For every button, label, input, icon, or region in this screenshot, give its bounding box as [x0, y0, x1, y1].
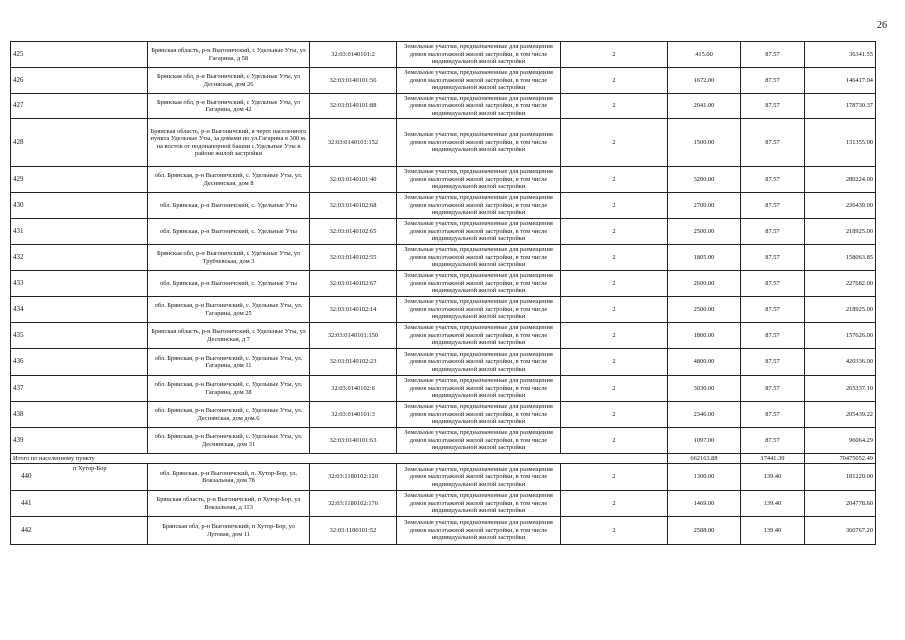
row-area: 415.00 — [668, 42, 741, 68]
row-cadastral-number: 32:03:0140101:40 — [310, 167, 397, 193]
row-number: 437 — [11, 376, 148, 402]
row-address: обл. Брянская, р-н Выгоничский, с. Удельные Уты, ул. Гагарина, дом 38 — [148, 376, 310, 402]
row-land-use: Земельные участки, предназначенные для размещения домов малоэтажной жилой застройки, в том числе индивидуальной жилой застройки — [397, 167, 561, 193]
row-group: 2 — [561, 428, 668, 454]
row-address: Брянская обл, р-н Выгоничский, с Удельные Уты, ул Гагарина, дом 42 — [148, 94, 310, 119]
row-cadastral-number: 32:03:0140101:3 — [310, 402, 397, 428]
row-number: 426 — [11, 68, 148, 94]
row-cadastral-number: 32:03:0140102:65 — [310, 219, 397, 245]
row-cadastral-number: 32:03:1180102:176 — [310, 491, 397, 517]
total-area: 662163.88 — [668, 454, 741, 464]
row-area: 2500.00 — [668, 297, 741, 323]
row-rate: 87.57 — [741, 94, 805, 119]
row-area: 1097.00 — [668, 428, 741, 454]
table-row — [11, 428, 876, 454]
row-address: обл. Брянская, р-н Выгоничский, п. Хутор-Бор, ул. Вокзальная, дом 78 — [148, 464, 310, 491]
row-land-use: Земельные участки, предназначенные для размещения домов малоэтажной жилой застройки, в том числе индивидуальной жилой застройки — [397, 193, 561, 219]
row-number: 425 — [11, 42, 148, 68]
row-cadastral-number: 32:03:0140101:88 — [310, 94, 397, 119]
row-rate: 87.57 — [741, 323, 805, 349]
row-land-use: Земельные участки, предназначенные для размещения домов малоэтажной жилой застройки, в том числе индивидуальной жилой застройки — [397, 376, 561, 402]
row-area: 2700.00 — [668, 193, 741, 219]
row-address: обл. Брянская, р-н Выгоничский, с. Удельные Уты, ул. Деснянская, дом 8 — [148, 167, 310, 193]
row-land-use: Земельные участки, предназначенные для размещения домов малоэтажной жилой застройки, в том числе индивидуальной жилой застройки — [397, 245, 561, 271]
row-cadastral-number: 32:03:0140101:56 — [310, 68, 397, 94]
row-group: 2 — [561, 245, 668, 271]
row-land-use: Земельные участки, предназначенные для размещения домов малоэтажной жилой застройки, в том числе индивидуальной жилой застройки — [397, 271, 561, 297]
row-cadastral-number: 32:03:0140102:23 — [310, 349, 397, 376]
table-row — [11, 271, 876, 297]
row-area: 1500.00 — [668, 119, 741, 167]
row-group: 2 — [561, 119, 668, 167]
row-area: 1469.00 — [668, 491, 741, 517]
row-group: 2 — [561, 297, 668, 323]
row-number: 441 — [11, 491, 148, 517]
row-group: 2 — [561, 68, 668, 94]
table-row — [11, 517, 876, 545]
row-rate: 87.57 — [741, 119, 805, 167]
table-row — [11, 464, 876, 491]
land-parcel-table — [10, 41, 876, 545]
row-value: 178730.37 — [805, 94, 876, 119]
table-row — [11, 219, 876, 245]
row-rate: 139.40 — [741, 464, 805, 491]
row-land-use: Земельные участки, предназначенные для размещения домов малоэтажной жилой застройки, в том числе индивидуальной жилой застройки — [397, 94, 561, 119]
table-row — [11, 94, 876, 119]
row-area: 1300.00 — [668, 464, 741, 491]
table-row — [11, 402, 876, 428]
row-land-use: Земельные участки, предназначенные для размещения домов малоэтажной жилой застройки, в том числе индивидуальной жилой застройки — [397, 68, 561, 94]
row-address: Брянская обл, р-н Выгоничский, п Хутор-Бор, ул Луговая, дом 11 — [148, 517, 310, 545]
row-land-use: Земельные участки, предназначенные для размещения домов малоэтажной жилой застройки, в том числе индивидуальной жилой застройки — [397, 119, 561, 167]
row-number: 434 — [11, 297, 148, 323]
row-area: 1672.00 — [668, 68, 741, 94]
row-cadastral-number: 32:03:0140101:2 — [310, 42, 397, 68]
row-cadastral-number: 32:03:0140101:152 — [310, 119, 397, 167]
row-address: обл. Брянская, р-н Выгоничский, с. Удельные Уты, ул. Деснянская, дом 31 — [148, 428, 310, 454]
row-rate: 87.57 — [741, 428, 805, 454]
row-cadastral-number: 32:03:0140102:6 — [310, 376, 397, 402]
row-number: 433 — [11, 271, 148, 297]
row-rate: 87.57 — [741, 193, 805, 219]
row-group: 2 — [561, 193, 668, 219]
row-value: 131355.00 — [805, 119, 876, 167]
row-group: 2 — [561, 402, 668, 428]
row-address: Брянская область, р-н Выгоничский, с Удельные Уты, ул Гагарина, д 58 — [148, 42, 310, 68]
row-land-use: Земельные участки, предназначенные для размещения домов малоэтажной жилой застройки, в том числе индивидуальной жилой застройки — [397, 402, 561, 428]
row-cadastral-number: 32:03:0140102:68 — [310, 193, 397, 219]
row-rate: 87.57 — [741, 376, 805, 402]
row-land-use: Земельные участки, предназначенные для размещения домов малоэтажной жилой застройки, в том числе индивидуальной жилой застройки — [397, 42, 561, 68]
row-group: 2 — [561, 349, 668, 376]
row-cadastral-number: 32:03:0140101:150 — [310, 323, 397, 349]
settlement-label: п Хутор-Бор — [73, 465, 107, 472]
row-address: Брянская область, р-н Выгоничский, с Удельные Уты, ул Деснянская, д 7 — [148, 323, 310, 349]
row-land-use: Земельные участки, предназначенные для размещения домов малоэтажной жилой застройки, в том числе индивидуальной жилой застройки — [397, 349, 561, 376]
table-row — [11, 245, 876, 271]
row-group: 2 — [561, 491, 668, 517]
row-land-use: Земельные участки, предназначенные для размещения домов малоэтажной жилой застройки, в том числе индивидуальной жилой застройки — [397, 428, 561, 454]
row-value: 205439.22 — [805, 402, 876, 428]
row-number-cell — [11, 464, 148, 491]
row-number: 430 — [11, 193, 148, 219]
table-row — [11, 349, 876, 376]
row-area: 2500.00 — [668, 219, 741, 245]
row-address: обл. Брянская, р-н Выгоничский, с. Удельные Уты, ул. Гагарина, дом 11 — [148, 349, 310, 376]
page-number: 26 — [877, 20, 887, 31]
row-cadastral-number: 32:03:0140102:67 — [310, 271, 397, 297]
row-area: 1805.00 — [668, 245, 741, 271]
row-rate: 87.57 — [741, 167, 805, 193]
row-rate: 87.57 — [741, 297, 805, 323]
row-number: 435 — [11, 323, 148, 349]
row-value: 204778.60 — [805, 491, 876, 517]
row-cadastral-number: 32:03:1180101:52 — [310, 517, 397, 545]
row-group: 2 — [561, 376, 668, 402]
row-value: 96064.29 — [805, 428, 876, 454]
table-row — [11, 323, 876, 349]
row-cadastral-number: 32:03:0140102:55 — [310, 245, 397, 271]
row-area: 1800.00 — [668, 323, 741, 349]
table-row — [11, 491, 876, 517]
row-rate: 87.57 — [741, 68, 805, 94]
row-area: 2041.00 — [668, 94, 741, 119]
table-row — [11, 167, 876, 193]
total-rate: 17441.39 — [741, 454, 805, 464]
row-number: 432 — [11, 245, 148, 271]
row-address: обл. Брянская, р-н Выгоничский, с. Удельные Уты — [148, 193, 310, 219]
row-number: 429 — [11, 167, 148, 193]
row-group: 2 — [561, 464, 668, 491]
row-group: 2 — [561, 323, 668, 349]
row-rate: 87.57 — [741, 219, 805, 245]
row-group: 2 — [561, 42, 668, 68]
row-cadastral-number: 32:03:0140101:63 — [310, 428, 397, 454]
total-row — [11, 454, 876, 464]
row-area: 2588.00 — [668, 517, 741, 545]
row-land-use: Земельные участки, предназначенные для размещения домов малоэтажной жилой застройки, в том числе индивидуальной жилой застройки — [397, 464, 561, 491]
table-row — [11, 42, 876, 68]
row-rate: 87.57 — [741, 245, 805, 271]
row-cadastral-number: 32:03:1180102:120 — [310, 464, 397, 491]
row-value: 158063.85 — [805, 245, 876, 271]
table-total-section — [11, 454, 876, 464]
row-number: 442 — [11, 517, 148, 545]
row-value: 181220.00 — [805, 464, 876, 491]
total-label: Итого по населенному пункту — [11, 454, 668, 464]
table-body-a — [11, 42, 876, 454]
row-area: 4800.00 — [668, 349, 741, 376]
row-land-use: Земельные участки, предназначенные для размещения домов малоэтажной жилой застройки, в том числе индивидуальной жилой застройки — [397, 491, 561, 517]
row-value: 146417.04 — [805, 68, 876, 94]
row-value: 227682.00 — [805, 271, 876, 297]
row-value: 420336.00 — [805, 349, 876, 376]
row-address: обл. Брянская, р-н Выгоничский, с. Удельные Уты, ул. Деснянская, дом дом.6 — [148, 402, 310, 428]
table-row — [11, 193, 876, 219]
row-rate: 87.57 — [741, 402, 805, 428]
row-number: 438 — [11, 402, 148, 428]
row-number: 436 — [11, 349, 148, 376]
row-group: 2 — [561, 167, 668, 193]
row-address: Брянская область, р-н Выгоничский, п Хутор-Бор, ул Вокзальная, д 113 — [148, 491, 310, 517]
row-value: 236439.00 — [805, 193, 876, 219]
table-body-b — [11, 464, 876, 545]
table-row — [11, 297, 876, 323]
row-land-use: Земельные участки, предназначенные для размещения домов малоэтажной жилой застройки, в том числе индивидуальной жилой застройки — [397, 297, 561, 323]
row-value: 36341.55 — [805, 42, 876, 68]
row-address: Брянская область, р-н Выгоничский, в черте населенного пункта Удельные Уты, за домами по ул.Гагарина в 300 м. на восток от подонапорной башни с.Удельные Уты в районе жилой застройки — [148, 119, 310, 167]
row-rate: 139.40 — [741, 491, 805, 517]
row-number: 439 — [11, 428, 148, 454]
row-address: обл. Брянская, р-н Выгоничский, с. Удельные Уты, ул. Гагарина, дом 25 — [148, 297, 310, 323]
row-number: 428 — [11, 119, 148, 167]
row-group: 2 — [561, 517, 668, 545]
row-group: 2 — [561, 94, 668, 119]
row-address: обл. Брянская, р-н Выгоничский, с. Удельные Уты — [148, 271, 310, 297]
table-row — [11, 119, 876, 167]
row-land-use: Земельные участки, предназначенные для размещения домов малоэтажной жилой застройки, в том числе индивидуальной жилой застройки — [397, 517, 561, 545]
row-rate: 87.57 — [741, 271, 805, 297]
table-row — [11, 376, 876, 402]
row-area: 2600.00 — [668, 271, 741, 297]
row-area: 3030.00 — [668, 376, 741, 402]
table-row — [11, 68, 876, 94]
row-area: 2346.00 — [668, 402, 741, 428]
row-address: Брянская обл, р-н Выгоничский, с Удельные Уты, ул Трубчевская, дом 3 — [148, 245, 310, 271]
row-number: 431 — [11, 219, 148, 245]
row-group: 2 — [561, 219, 668, 245]
row-land-use: Земельные участки, предназначенные для размещения домов малоэтажной жилой застройки, в том числе индивидуальной жилой застройки — [397, 323, 561, 349]
row-value: 157626.00 — [805, 323, 876, 349]
row-value: 280224.00 — [805, 167, 876, 193]
total-value: 70475052.49 — [805, 454, 876, 464]
row-value: 218925.00 — [805, 219, 876, 245]
row-value: 265337.10 — [805, 376, 876, 402]
row-value: 218925.00 — [805, 297, 876, 323]
row-land-use: Земельные участки, предназначенные для размещения домов малоэтажной жилой застройки, в том числе индивидуальной жилой застройки — [397, 219, 561, 245]
row-cadastral-number: 32:03:0140102:14 — [310, 297, 397, 323]
row-rate: 139.40 — [741, 517, 805, 545]
row-group: 2 — [561, 271, 668, 297]
row-address: обл. Брянская, р-н Выгоничский, с. Удельные Уты — [148, 219, 310, 245]
row-area: 3200.00 — [668, 167, 741, 193]
row-number: 440 — [21, 472, 32, 481]
row-address: Брянская обл, р-н Выгоничский, с Удельные Уты, ул Десняская, дом 26 — [148, 68, 310, 94]
row-value: 360767.20 — [805, 517, 876, 545]
row-rate: 87.57 — [741, 349, 805, 376]
row-number: 427 — [11, 94, 148, 119]
row-rate: 87.57 — [741, 42, 805, 68]
